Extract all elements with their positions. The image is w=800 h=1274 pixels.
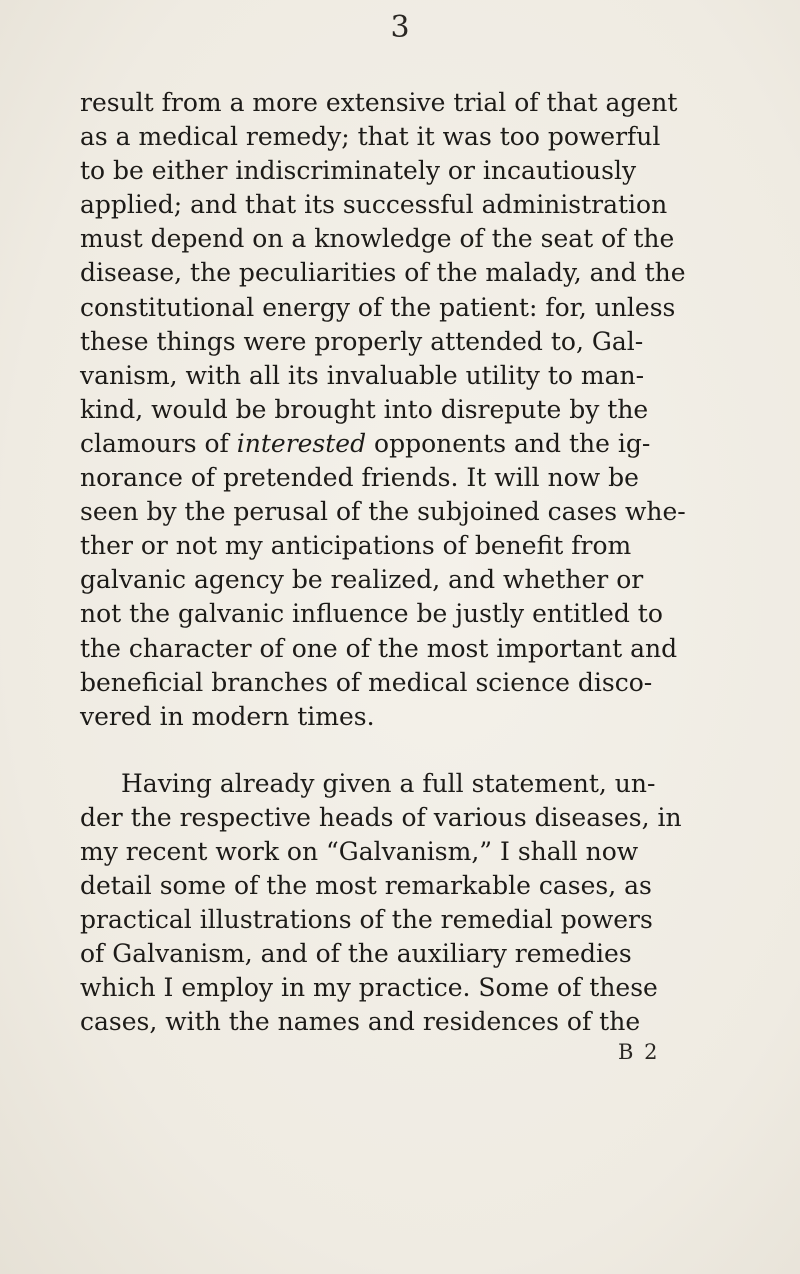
- text-line: galvanic agency be realized, and whether or: [80, 565, 644, 595]
- text-line: the character of one of the most important and: [80, 633, 678, 663]
- text-line: vered in modern times.: [80, 701, 375, 731]
- text-line: applied; and that its successful administration: [80, 190, 668, 220]
- body-text: [80, 86, 800, 1040]
- text-run: opponents and the ig-: [366, 428, 651, 458]
- text-line: Having already given a full statement, un-: [121, 768, 656, 798]
- text-line: as a medical remedy; that it was too powerful: [80, 122, 661, 152]
- text-line: beneficial branches of medical science disco-: [80, 667, 653, 697]
- page-number: 3: [390, 10, 410, 45]
- text-run: clamours of: [80, 428, 237, 458]
- text-line: cases, with the names and residences of the: [80, 1007, 641, 1037]
- signature-mark: B 2: [618, 1040, 660, 1064]
- italic-word: interested: [236, 428, 367, 458]
- text-line: seen by the perusal of the subjoined cases whe-: [80, 497, 686, 527]
- text-line: these things were properly attended to, Gal-: [80, 326, 644, 356]
- text-line: vanism, with all its invaluable utility to man-: [80, 360, 645, 390]
- text-line: my recent work on “Galvanism,” I shall now: [80, 836, 639, 866]
- text-line: of Galvanism, and of the auxiliary remedies: [80, 939, 632, 969]
- paragraph-2: [80, 767, 800, 1040]
- text-line: constitutional energy of the patient: for, unless: [80, 292, 676, 322]
- text-line: ther or not my anticipations of benefit from: [80, 531, 632, 561]
- text-line: der the respective heads of various diseases, in: [80, 802, 682, 832]
- text-line: practical illustrations of the remedial powers: [80, 905, 653, 935]
- text-line: norance of pretended friends. It will now be: [80, 463, 639, 493]
- text-line: disease, the peculiarities of the malady, and the: [80, 258, 686, 288]
- text-line: which I employ in my practice. Some of these: [80, 973, 658, 1003]
- text-line: must depend on a knowledge of the seat of the: [80, 224, 675, 254]
- text-line: to be either indiscriminately or incautiously: [80, 156, 637, 186]
- text-line: not the galvanic influence be justly entitled to: [80, 599, 663, 629]
- text-line: detail some of the most remarkable cases, as: [80, 871, 652, 901]
- paragraph-1: [80, 86, 800, 734]
- text-line: result from a more extensive trial of that agent: [80, 88, 678, 117]
- text-line: kind, would be brought into disrepute by the: [80, 394, 649, 424]
- text-line-with-italic: [80, 427, 800, 461]
- paragraph-gap: [80, 734, 800, 767]
